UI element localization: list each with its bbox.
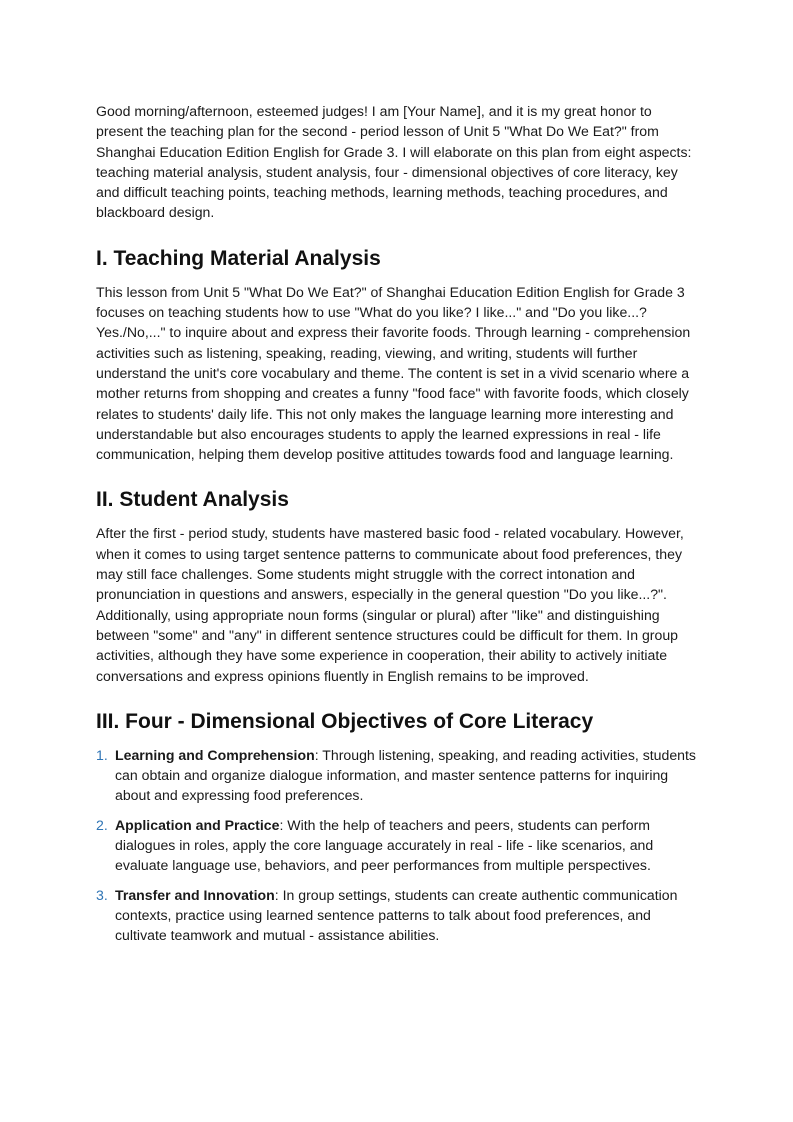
list-item (96, 815, 700, 876)
list-item-number: 3. (96, 886, 108, 903)
list-item (96, 885, 700, 946)
list-item-number: 2. (96, 816, 108, 833)
list-item-term: Application and Practice (115, 816, 280, 833)
list-item (96, 745, 700, 806)
list-item-text: : Through listening, speaking, and reading activities, students can obtain and organize dialogue information, and master sentence patterns for inquiring about and expressing food preferences. (115, 746, 696, 804)
intro-paragraph: Good morning/afternoon, esteemed judges! I am [Your Name], and it is my great honor to present the teaching plan for the second - period lesson of Unit 5 "What Do We Eat?" from Shanghai Education Edition English for Grade 3. I will elaborate on this plan from eight aspects: teaching material analysis, student analysis, four - dimensional objectives of core literacy, key and difficult teaching points, teaching methods, learning methods, teaching procedures, and blackboard design. (96, 103, 692, 221)
list-item-term: Transfer and Innovation (115, 886, 275, 903)
document-page (96, 101, 700, 955)
list-item-text: : In group settings, students can create authentic communication contexts, practice using learned sentence patterns to talk about food preferences, and cultivate teamwork and mutual - assistance abilities. (115, 886, 678, 944)
list-item-text: : With the help of teachers and peers, students can perform dialogues in roles, apply the core language accurately in real - life - like scenarios, and evaluate language use, behaviors, and peer performances from multiple perspectives. (115, 816, 654, 874)
objectives-list (96, 745, 700, 946)
section-heading-student: II. Student Analysis (96, 488, 289, 512)
section-heading-material: I. Teaching Material Analysis (96, 246, 381, 270)
section-body-student: After the first - period study, students have mastered basic food - related vocabulary. However, when it comes to using target sentence patterns to communicate about food preferences, they may still face challenges. Some students might struggle with the correct intonation and pronunciation in questions and answers, especially in the general question "Do you like...?". Additionally, using appropriate noun forms (singular or plural) after "like" and distinguishing between "some" and "any" in different sentence structures could be difficult for them. In group activities, although they have some experience in cooperation, their ability to actively initiate conversations and express opinions fluently in English remains to be improved. (96, 525, 684, 684)
section-body-material: This lesson from Unit 5 "What Do We Eat?" of Shanghai Education Edition English for Grade 3 focuses on teaching students how to use "What do you like? I like..." and "Do you like...? Yes./No,..." to inquire about and express their favorite foods. Through learning - comprehension activities such as listening, speaking, reading, viewing, and writing, students will further understand the unit's core vocabulary and theme. The content is set in a vivid scenario where a mother returns from shopping and creates a funny "food face" with favorite foods, which closely relates to students' daily life. This not only makes the language learning more interesting and understandable but also encourages students to apply the learned expressions in real - life communication, helping them develop positive attitudes towards food and language learning. (96, 283, 691, 463)
section-heading-objectives: III. Four - Dimensional Objectives of Core Literacy (96, 709, 594, 733)
list-item-term: Learning and Comprehension (115, 746, 315, 763)
list-item-number: 1. (96, 746, 108, 763)
